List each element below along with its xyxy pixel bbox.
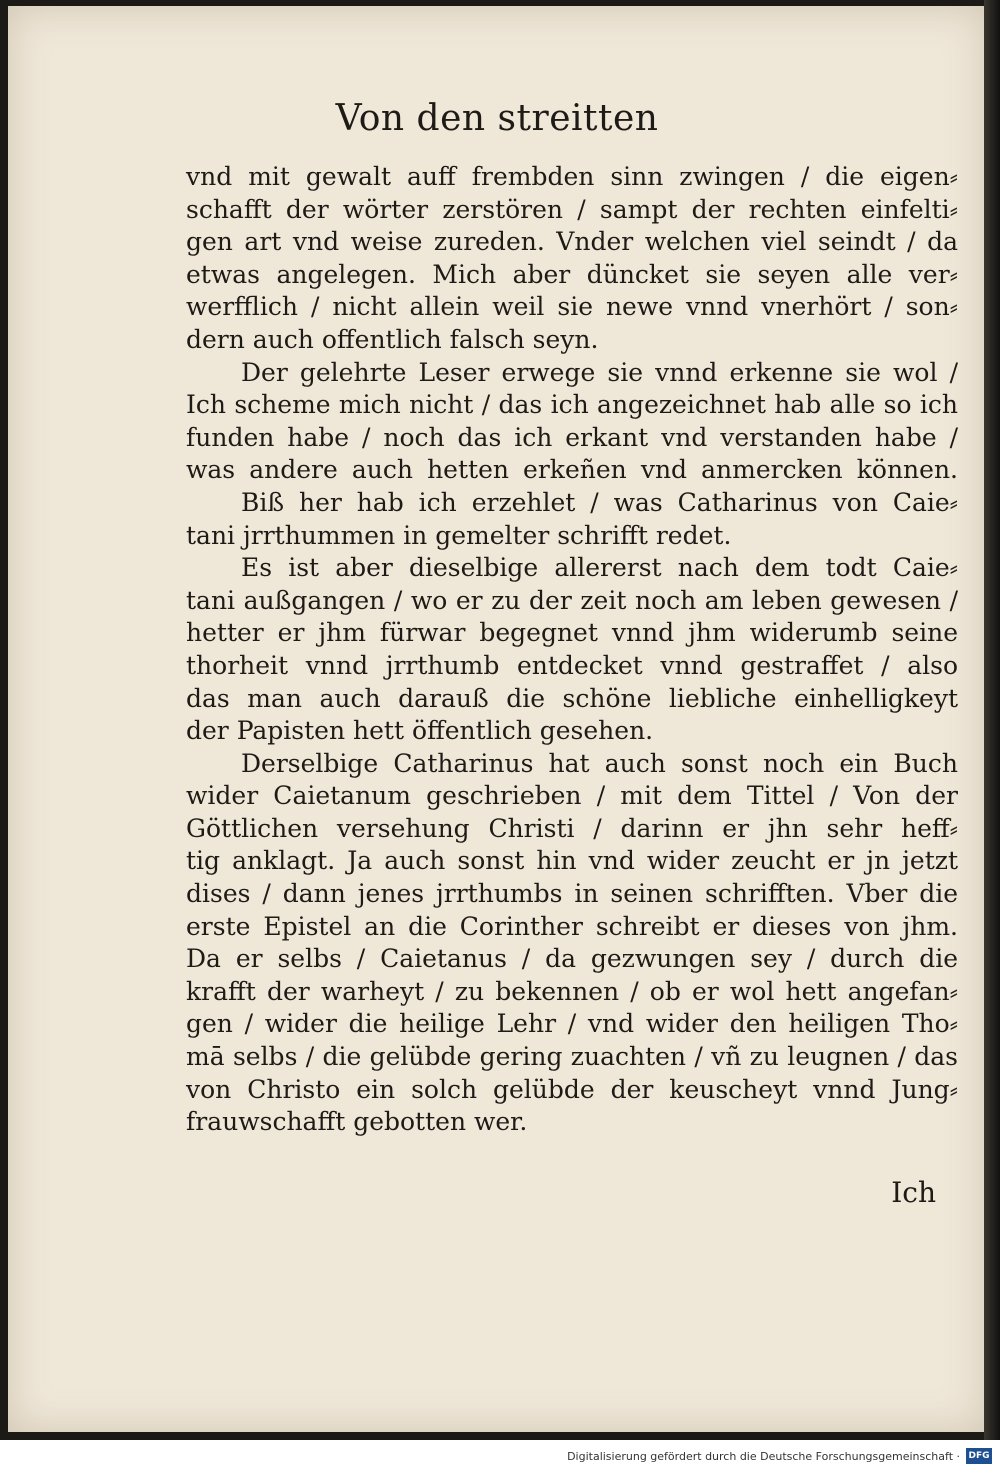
footer-bar [0, 1440, 1000, 1474]
text-line: tani jrrthummen in gemelter schrifft redet. [186, 520, 732, 550]
text-line: Der gelehrte Leser erwege sie vnnd erkenne sie wol / [241, 357, 958, 387]
text-line: dern auch offentlich falsch seyn. [186, 324, 599, 354]
text-line: von Christo ein solch gelübde der keuscheyt vnnd Jung⸗ [186, 1074, 958, 1104]
catchword: Ich [891, 1176, 936, 1209]
text-line: frauwschafft gebotten wer. [186, 1107, 528, 1137]
running-title: Von den streitten [335, 98, 659, 139]
text-line: werfflich / nicht allein weil sie newe vnnd vnerhört / son⸗ [186, 292, 958, 322]
text-line: wider Caietanum geschrieben / mit dem Tittel / Von der [186, 781, 958, 811]
text-line: erste Epistel an die Corinther schreibt er dieses von jhm. [186, 911, 958, 941]
text-line: Es ist aber dieselbige allererst nach dem todt Caie⸗ [241, 553, 958, 583]
dfg-logo-icon: DFG [966, 1448, 992, 1464]
funding-note: Digitalisierung gefördert durch die Deutsche Forschungsgemeinschaft · [567, 1450, 960, 1463]
text-line: etwas angelegen. Mich aber düncket sie seyen alle ver⸗ [186, 259, 958, 289]
page-edge [984, 0, 1000, 1440]
text-line: gen art vnd weise zureden. Vnder welchen viel seindt / da [186, 227, 958, 257]
body-text [186, 161, 958, 1139]
text-line: dises / dann jenes jrrthumbs in seinen schrifften. Vber die [186, 879, 958, 909]
text-line: gen / wider die heilige Lehr / vnd wider den heiligen Tho⸗ [186, 1009, 958, 1039]
text-line: Ich scheme mich nicht / das ich angezeichnet hab alle so ich [186, 390, 958, 420]
text-line: hetter er jhm fürwar begegnet vnnd jhm widerumb seine [186, 618, 958, 648]
text-line: Biß her hab ich erzehlet / was Catharinus von Caie⸗ [241, 487, 958, 517]
text-line: der Papisten hett öffentlich gesehen. [186, 716, 654, 746]
text-line: Derselbige Catharinus hat auch sonst noch ein Buch [241, 748, 958, 778]
book-page [8, 6, 986, 1432]
text-line: thorheit vnnd jrrthumb entdecket vnnd gestraffet / also [186, 650, 958, 680]
text-line: tani außgangen / wo er zu der zeit noch am leben gewesen / [186, 585, 958, 615]
text-line: schafft der wörter zerstören / sampt der rechten einfelti⸗ [186, 194, 958, 224]
text-line: das man auch darauß die schöne liebliche einhelligkeyt [186, 683, 958, 713]
text-line: funden habe / noch das ich erkant vnd verstanden habe / [186, 422, 958, 452]
text-line: vnd mit gewalt auff frembden sinn zwingen / die eigen⸗ [186, 162, 958, 191]
text-line: krafft der warheyt / zu bekennen / ob er wol hett angefan⸗ [186, 976, 958, 1006]
text-line: was andere auch hetten erkeñen vnd anmercken können. [186, 455, 958, 485]
text-line: tig anklagt. Ja auch sonst hin vnd wider zeucht er jn jetzt [186, 846, 958, 876]
text-line: mā selbs / die gelübde gering zuachten / vñ zu leugnen / das [186, 1042, 958, 1072]
text-line: Göttlichen versehung Christi / darinn er jhn sehr heff⸗ [186, 813, 958, 843]
text-line: Da er selbs / Caietanus / da gezwungen sey / durch die [186, 944, 958, 974]
